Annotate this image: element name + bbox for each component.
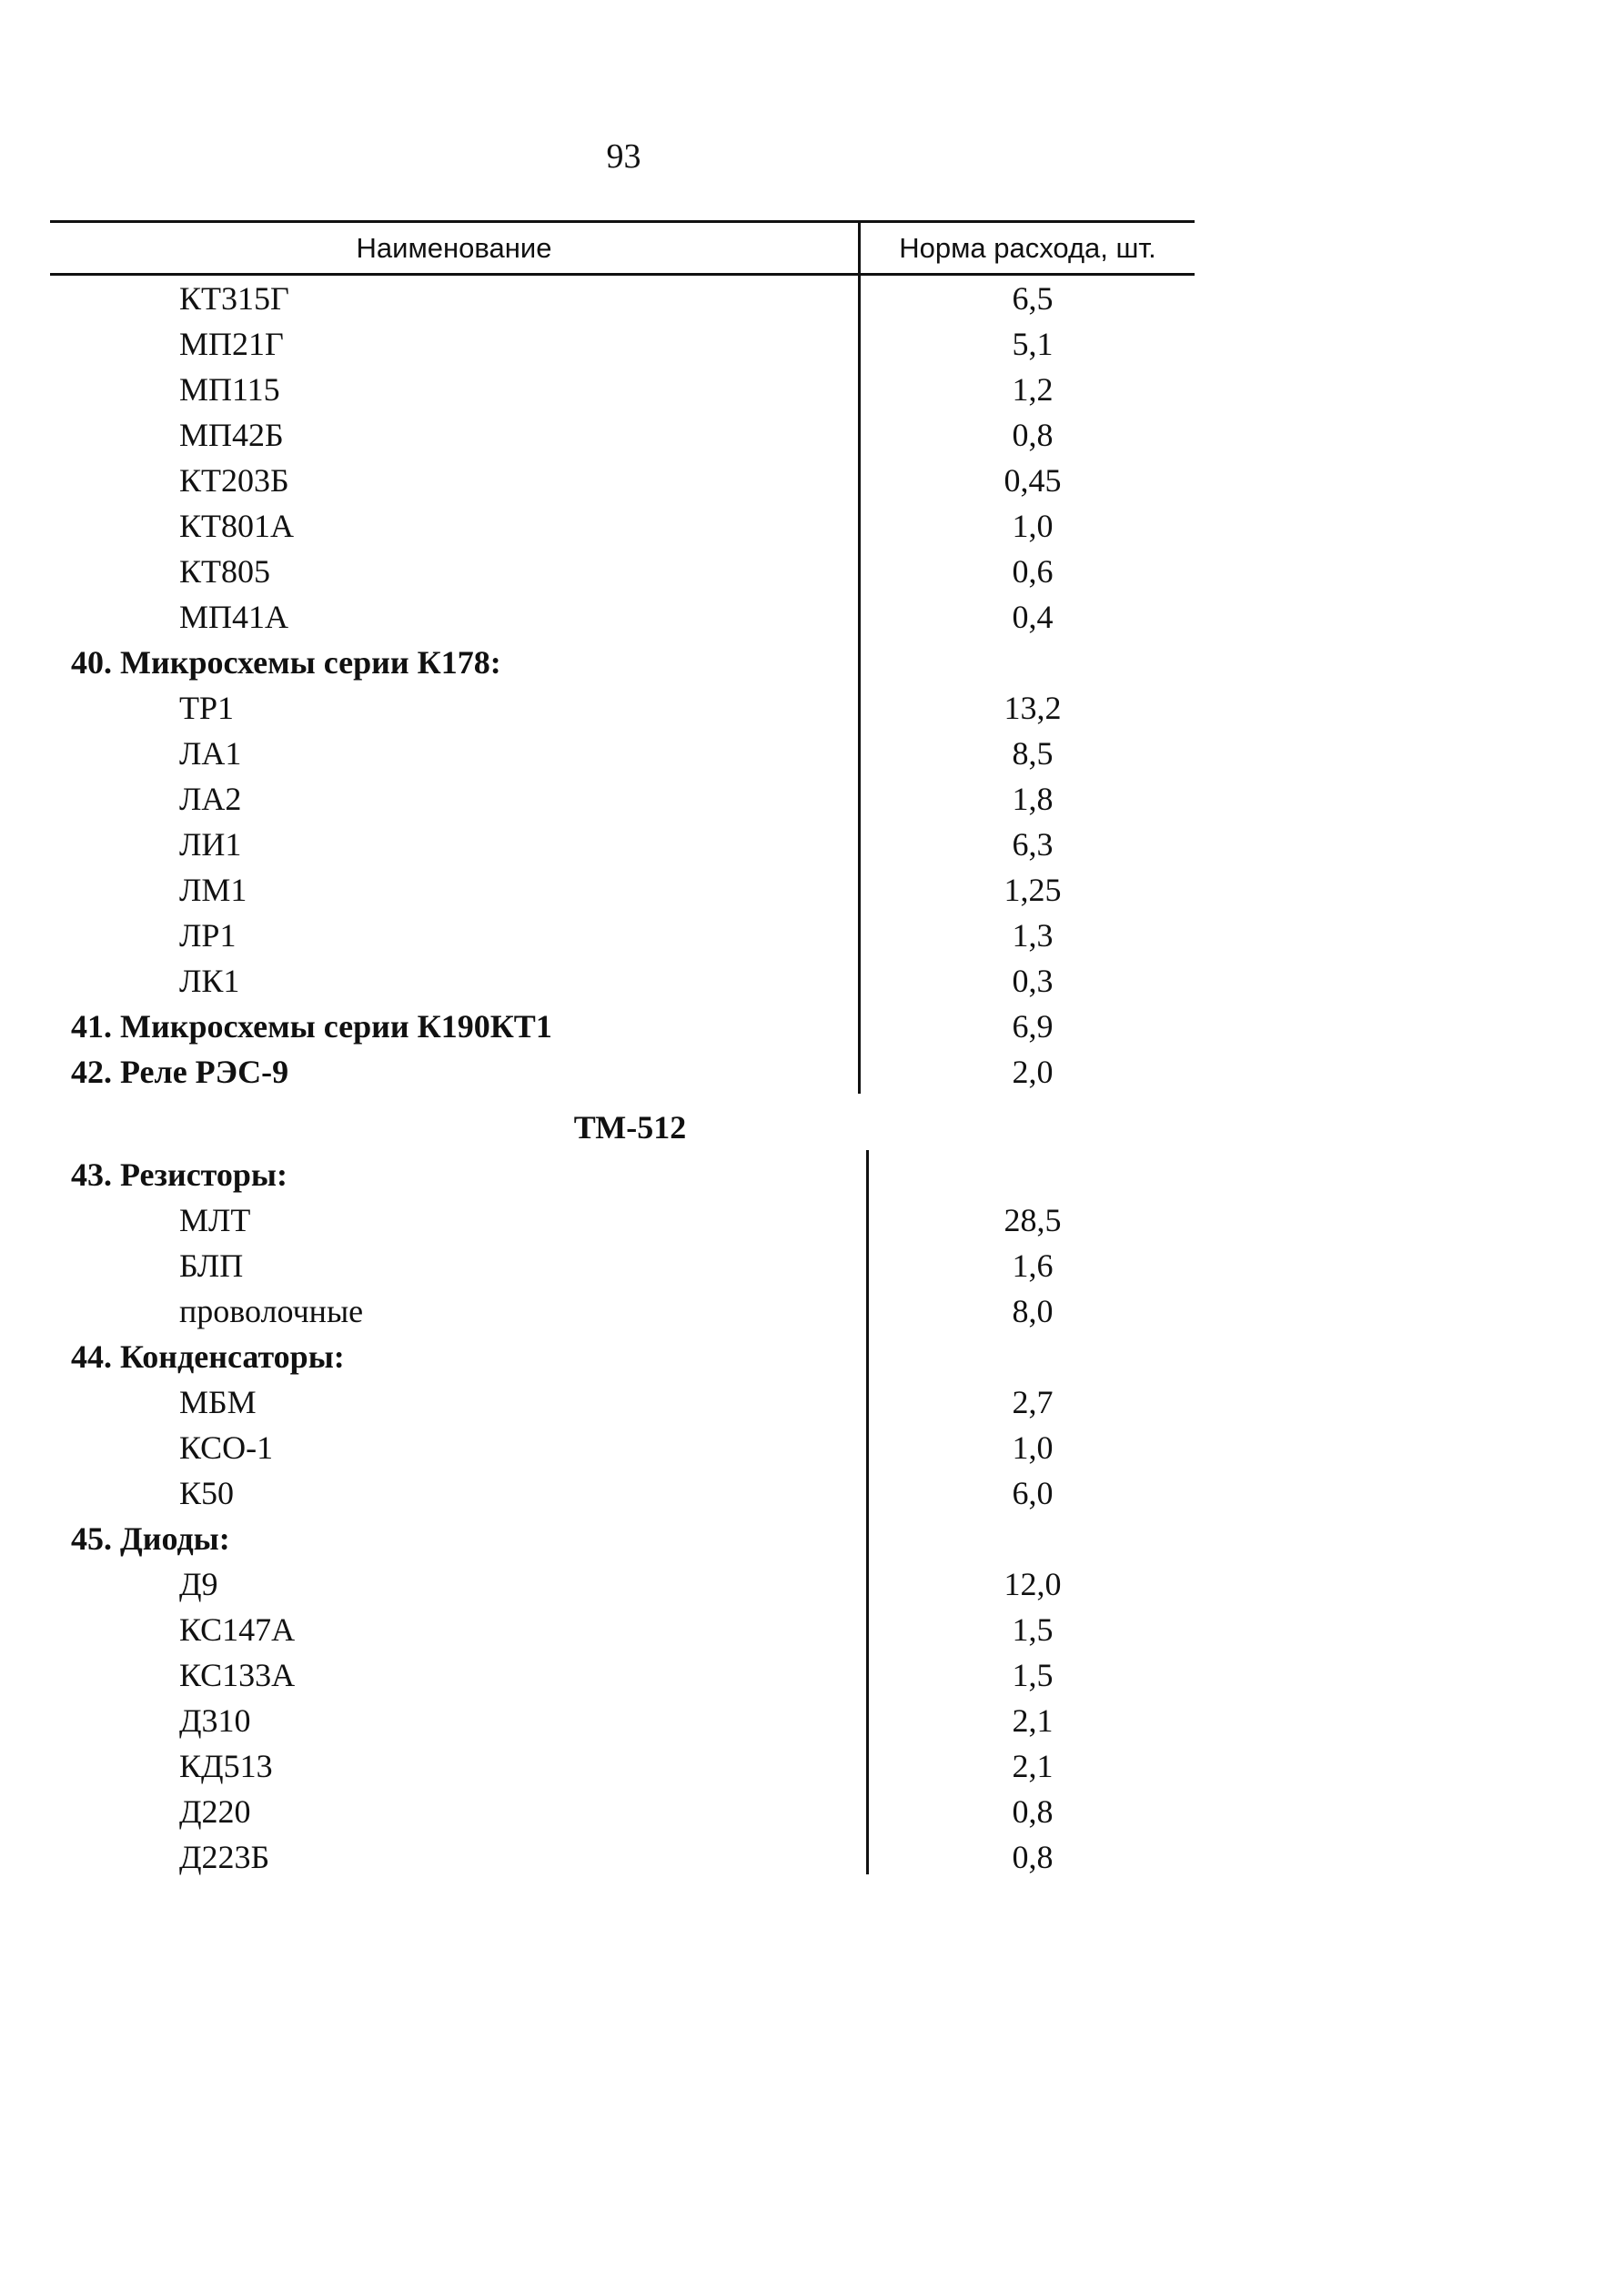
table-row [0,594,1195,640]
norm-value: 1,6 [1012,1247,1054,1284]
table-row [0,1743,1195,1789]
table-row [0,1004,1195,1049]
item-name: Д310 [179,1702,251,1739]
item-name: КТ203Б [179,462,289,499]
table-row [0,1379,1195,1425]
table-row [0,1470,1195,1516]
page-number: 93 [606,137,641,176]
norm-value: 6,5 [1012,280,1054,317]
table-row [0,1789,1195,1834]
norm-value: 13,2 [1004,690,1062,726]
table-row [0,1516,1195,1561]
item-name: МП42Б [179,417,284,453]
norm-value: 6,0 [1012,1475,1054,1511]
norm-value: 1,0 [1012,508,1054,544]
item-name: КТ315Г [179,280,289,317]
table-row [0,367,1195,412]
table-row [0,640,1195,685]
norm-value: 1,8 [1012,781,1054,817]
group-heading: 42. Реле РЭС-9 [71,1054,289,1090]
table-row [0,1152,1195,1197]
table-row [0,549,1195,594]
item-name: ЛИ1 [179,826,242,863]
norm-value: 12,0 [1004,1566,1062,1602]
norm-value: 6,3 [1012,826,1054,863]
norm-value: 2,1 [1012,1748,1054,1784]
item-name: Д223Б [179,1839,270,1875]
table-row [0,1425,1195,1470]
table-row [0,458,1195,503]
table-row [0,1334,1195,1379]
norm-value: 1,25 [1004,872,1062,908]
item-name: БЛП [179,1247,244,1284]
item-name: МП41А [179,599,289,635]
item-name: МП115 [179,371,280,408]
norm-value: 8,5 [1012,735,1054,772]
norm-value: 0,8 [1012,1839,1054,1875]
group-heading: 40. Микросхемы серии К178: [71,644,501,681]
item-name: КС147А [179,1611,296,1648]
header-norm-column: Норма расхода, шт. [899,232,1156,264]
item-name: МЛТ [179,1202,251,1238]
table-row [0,503,1195,549]
table-row [0,776,1195,822]
item-name: КТ801А [179,508,294,544]
norm-value: 2,1 [1012,1702,1054,1739]
norm-value: 1,2 [1012,371,1054,408]
norm-value: 0,8 [1012,417,1054,453]
item-name: КСО-1 [179,1429,274,1466]
table-row [0,1243,1195,1288]
table-row [0,1698,1195,1743]
norm-value: 2,0 [1012,1054,1054,1090]
table-row [0,913,1195,958]
norm-value: 1,5 [1012,1657,1054,1693]
table-row [0,321,1195,367]
item-name: ЛР1 [179,917,237,954]
norm-value: 8,0 [1012,1293,1054,1329]
table-row [0,1561,1195,1607]
item-name: КД513 [179,1748,273,1784]
item-name: Д220 [179,1793,251,1830]
table-row [0,1834,1195,1880]
norm-value: 0,4 [1012,599,1054,635]
norm-value: 0,45 [1004,462,1062,499]
section-title: ТМ-512 [573,1109,687,1146]
table-header-row [50,222,1195,275]
header-name-column: Наименование [356,232,552,264]
item-name: МБМ [179,1384,257,1420]
item-name: проволочные [179,1293,364,1329]
group-heading: 43. Резисторы: [71,1156,288,1193]
item-name: ЛК1 [179,963,240,999]
table-row [0,1607,1195,1652]
norm-value: 1,3 [1012,917,1054,954]
group-heading: 41. Микросхемы серии К190КТ1 [71,1008,552,1045]
table-row [0,958,1195,1004]
item-name: Д9 [179,1566,218,1602]
item-name: К50 [179,1475,235,1511]
norm-value: 0,3 [1012,963,1054,999]
item-name: КТ805 [179,553,271,590]
group-heading: 44. Конденсаторы: [71,1338,345,1375]
norm-value: 2,7 [1012,1384,1054,1420]
norm-value: 0,8 [1012,1793,1054,1830]
table-row [0,1288,1195,1334]
item-name: ЛА2 [179,781,242,817]
table-row [0,822,1195,867]
item-name: КС133А [179,1657,296,1693]
norm-value: 1,0 [1012,1429,1054,1466]
item-name: МП21Г [179,326,284,362]
table-row [0,412,1195,458]
table-row [0,276,1195,321]
table-row [0,1652,1195,1698]
norm-value: 6,9 [1012,1008,1054,1045]
norm-value: 1,5 [1012,1611,1054,1648]
item-name: ЛА1 [179,735,242,772]
table-row [0,731,1195,776]
norm-value: 0,6 [1012,553,1054,590]
table-row [0,685,1195,731]
norm-value: 5,1 [1012,326,1054,362]
norm-value: 28,5 [1004,1202,1062,1238]
item-name: ЛМ1 [179,872,247,908]
table-row [0,867,1195,913]
table-row [0,1049,1195,1095]
group-heading: 45. Диоды: [71,1520,230,1557]
item-name: ТР1 [179,690,235,726]
table-row [0,1197,1195,1243]
